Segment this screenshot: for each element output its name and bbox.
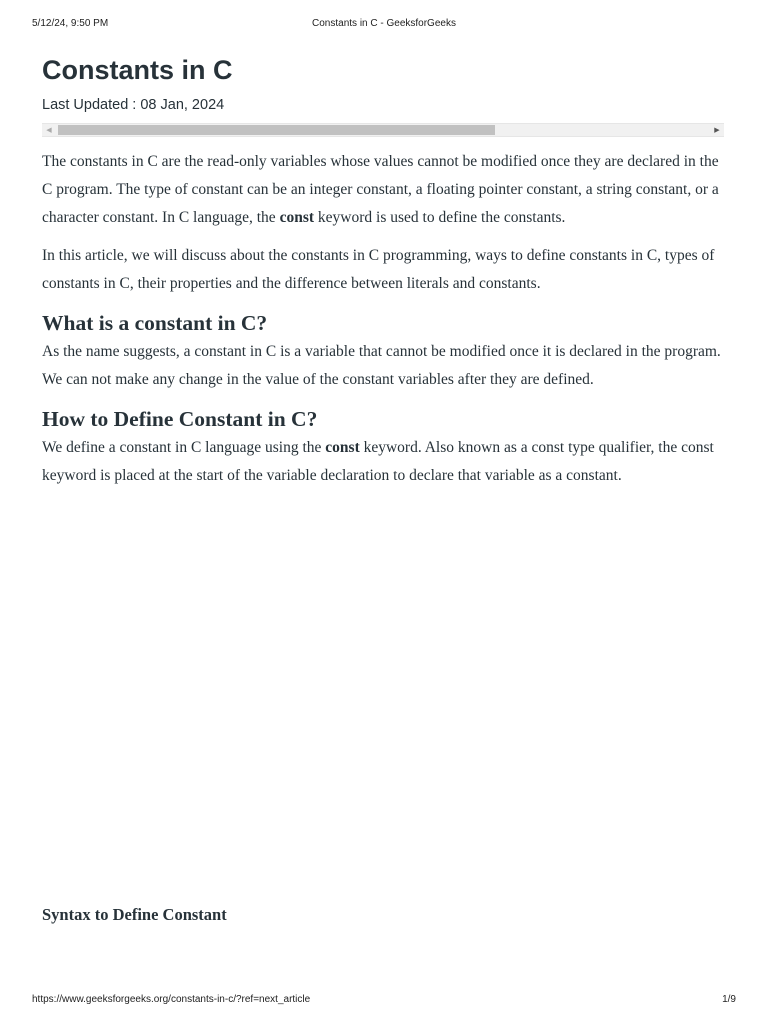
print-header (32, 18, 736, 32)
section-heading-what-is-constant: What is a constant in C? (42, 311, 268, 335)
article-body (42, 148, 726, 500)
scroll-left-arrow-icon[interactable]: ◀ (46, 126, 52, 134)
const-keyword: const (325, 439, 360, 456)
section-heading-how-to-define: How to Define Constant in C? (42, 407, 318, 431)
section-paragraph-what-is-constant: As the name suggests, a constant in C is a variable that cannot be modified once it is declared in the program. We can not make any change in the value of the constant variables after they are defined. (42, 343, 721, 388)
scrollbar-thumb[interactable] (58, 125, 495, 135)
print-datetime: 5/12/24, 9:50 PM (32, 18, 109, 29)
intro-paragraph-1: The constants in C are the read-only variables whose values cannot be modified once they are declared in the C program. The type of constant can be an integer constant, a floating pointer constant, a string constant, or a character constant. In C language, the const keyword is used to define the constants. (42, 153, 719, 226)
print-page-title: Constants in C - GeeksforGeeks (312, 18, 456, 29)
const-keyword: const (279, 209, 315, 226)
section-paragraph-how-to-define: We define a constant in C language using the const keyword. Also known as a const type qualifier, the const keyword is placed at the start of the variable declaration to declare that variable as a constant. (42, 439, 714, 484)
intro-paragraph-2: In this article, we will discuss about the constants in C programming, ways to define constants in C, types of constants in C, their properties and the difference between literals and constants. (42, 247, 715, 292)
last-updated: Last Updated : 08 Jan, 2024 (42, 97, 225, 113)
print-footer (32, 994, 736, 1008)
print-url: https://www.geeksforgeeks.org/constants-in-c/?ref=next_article (32, 994, 311, 1005)
scroll-right-arrow-icon[interactable]: ▶ (714, 126, 720, 134)
page-number: 1/9 (722, 994, 736, 1005)
syntax-heading: Syntax to Define Constant (42, 905, 227, 924)
article-title: Constants in C (42, 55, 233, 85)
horizontal-scrollbar[interactable] (42, 123, 724, 137)
